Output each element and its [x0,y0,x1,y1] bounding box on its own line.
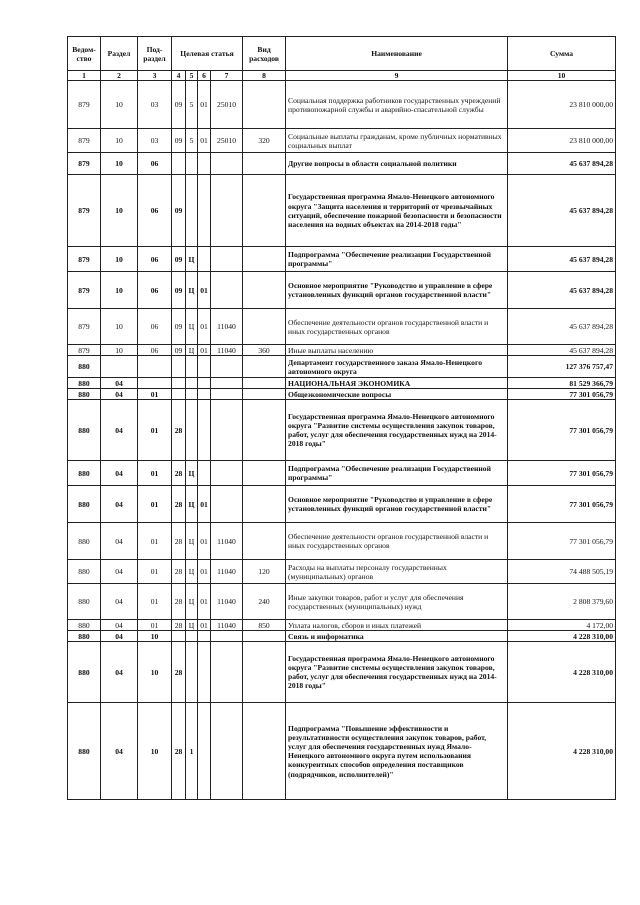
cell-target-4: 11040 [211,560,243,584]
cell-target-4 [211,389,243,400]
cell-dept: 880 [68,631,101,642]
cell-subsection: 01 [138,389,172,400]
table-row [68,356,616,378]
cell-dept: 879 [68,309,101,345]
cell-sum: 23 810 000,00 [508,129,616,153]
cell-target-3: 01 [198,620,211,631]
cell-target-1 [172,356,186,378]
cell-name: Государственная программа Ямало-Ненецкого автономного округа "Развитие системы осуществления закупок товаров, работ, услуг для обеспечения государственных нужд на 2014-2018 годы" [286,400,508,461]
cell-subsection: 03 [138,81,172,129]
cell-target-1 [172,631,186,642]
cell-sum: 4 228 310,00 [508,703,616,800]
cell-sum: 81 529 366,79 [508,378,616,389]
cell-dept: 880 [68,523,101,560]
cell-subsection [138,378,172,389]
cell-type [243,631,286,642]
cell-section: 04 [101,389,138,400]
table-row [68,560,616,584]
cell-subsection: 10 [138,631,172,642]
cell-name: Обеспечение деятельности органов государственной власти и иных государственных органов [286,309,508,345]
cell-name: Другие вопросы в области социальной политики [286,153,508,175]
cell-target-3 [198,247,211,272]
table-row [68,378,616,389]
cell-target-3: 01 [198,272,211,309]
cell-sum: 4 228 310,00 [508,631,616,642]
cell-target-1: 09 [172,309,186,345]
col-number: 8 [243,71,286,81]
header-target: Целевая статья [172,37,243,71]
cell-name: НАЦИОНАЛЬНАЯ ЭКОНОМИКА [286,378,508,389]
table-row [68,461,616,486]
cell-dept: 880 [68,584,101,620]
cell-target-4 [211,153,243,175]
header-type: Вид расходов [243,37,286,71]
cell-type [243,378,286,389]
cell-target-4 [211,642,243,703]
cell-target-2: Ц [186,345,198,356]
table-row [68,620,616,631]
cell-sum: 77 301 056,79 [508,389,616,400]
cell-type [243,153,286,175]
cell-type [243,389,286,400]
cell-dept: 880 [68,703,101,800]
header-dept: Ведом-ство [68,37,101,71]
cell-subsection: 06 [138,345,172,356]
cell-name: Социальные выплаты гражданам, кроме публичных нормативных социальных выплат [286,129,508,153]
cell-sum: 4 172,00 [508,620,616,631]
cell-target-4: 11040 [211,345,243,356]
cell-dept: 880 [68,389,101,400]
cell-subsection: 01 [138,486,172,523]
cell-dept: 879 [68,272,101,309]
header-row [68,37,616,71]
cell-target-2 [186,631,198,642]
cell-type [243,356,286,378]
cell-target-4: 25010 [211,81,243,129]
cell-sum: 45 637 894,28 [508,345,616,356]
cell-target-4: 11040 [211,620,243,631]
cell-sum: 45 637 894,28 [508,175,616,247]
cell-target-2: Ц [186,486,198,523]
cell-target-2: Ц [186,309,198,345]
cell-sum: 45 637 894,28 [508,247,616,272]
cell-dept: 879 [68,81,101,129]
cell-target-3: 01 [198,523,211,560]
cell-target-4: 25010 [211,129,243,153]
cell-target-1: 09 [172,81,186,129]
cell-target-3 [198,703,211,800]
cell-section: 10 [101,81,138,129]
budget-table [67,36,616,800]
cell-name: Подпрограмма "Повышение эффективности и результативности осуществления закупок товаров, работ, услуг для обеспечения государственных нужд Ямало-Ненецкого автономного округа путем использования конкурентных способов определения поставщиков (подрядчиков, исполнителей)" [286,703,508,800]
cell-section: 04 [101,560,138,584]
cell-section: 10 [101,153,138,175]
col-number: 3 [138,71,172,81]
cell-target-4 [211,400,243,461]
table-row [68,703,616,800]
cell-target-2: Ц [186,461,198,486]
cell-target-4 [211,378,243,389]
cell-target-1: 28 [172,642,186,703]
cell-dept: 879 [68,175,101,247]
cell-target-4 [211,272,243,309]
cell-target-2 [186,175,198,247]
cell-section: 04 [101,584,138,620]
cell-target-2 [186,389,198,400]
cell-target-4: 11040 [211,309,243,345]
col-number: 7 [211,71,243,81]
cell-target-3: 01 [198,486,211,523]
cell-target-3 [198,378,211,389]
cell-target-1: 09 [172,129,186,153]
cell-type: 320 [243,129,286,153]
cell-name: Общеэкономические вопросы [286,389,508,400]
cell-type [243,309,286,345]
cell-sum: 45 637 894,28 [508,272,616,309]
cell-section: 04 [101,523,138,560]
cell-section [101,356,138,378]
cell-type [243,486,286,523]
cell-target-1: 28 [172,584,186,620]
cell-subsection [138,356,172,378]
cell-section: 10 [101,345,138,356]
table-row [68,400,616,461]
cell-target-2: 1 [186,703,198,800]
cell-subsection: 01 [138,560,172,584]
cell-target-2: Ц [186,620,198,631]
table-body [68,81,616,800]
cell-subsection: 01 [138,461,172,486]
cell-dept: 880 [68,400,101,461]
cell-target-3: 01 [198,560,211,584]
column-number-row [68,71,616,81]
cell-target-3: 01 [198,584,211,620]
cell-type: 120 [243,560,286,584]
cell-dept: 880 [68,486,101,523]
cell-name: Основное мероприятие "Руководство и управление в сфере установленных функций органов государственной власти" [286,272,508,309]
cell-target-2 [186,642,198,703]
cell-target-3: 01 [198,345,211,356]
cell-sum: 127 376 757,47 [508,356,616,378]
cell-target-2 [186,400,198,461]
cell-target-2: Ц [186,247,198,272]
cell-sum: 45 637 894,28 [508,309,616,345]
cell-target-2 [186,378,198,389]
cell-target-1: 28 [172,400,186,461]
cell-dept: 880 [68,378,101,389]
cell-type: 360 [243,345,286,356]
cell-name: Социальная поддержка работников государственных учреждений противопожарной службы и аварийно-спасательной службы [286,81,508,129]
cell-dept: 879 [68,247,101,272]
cell-target-3: 01 [198,129,211,153]
cell-name: Подпрограмма "Обеспечение реализации Государственной программы" [286,247,508,272]
cell-subsection: 01 [138,400,172,461]
cell-target-2 [186,153,198,175]
cell-target-4: 11040 [211,584,243,620]
cell-dept: 880 [68,356,101,378]
cell-target-4 [211,247,243,272]
header-name: Наименование [286,37,508,71]
cell-subsection: 06 [138,309,172,345]
cell-section: 04 [101,703,138,800]
cell-target-1: 28 [172,703,186,800]
cell-type [243,642,286,703]
cell-name: Расходы на выплаты персоналу государственных (муниципальных) органов [286,560,508,584]
cell-name: Подпрограмма "Обеспечение реализации Государственной программы" [286,461,508,486]
cell-dept: 880 [68,642,101,703]
header-subsection: Под-раздел [138,37,172,71]
budget-table-sheet [67,36,615,800]
cell-section: 10 [101,175,138,247]
cell-dept: 880 [68,620,101,631]
table-row [68,389,616,400]
cell-type [243,272,286,309]
cell-name: Иные закупки товаров, работ и услуг для обеспечения государственных (муниципальных) нужд [286,584,508,620]
cell-name: Государственная программа Ямало-Ненецкого автономного округа "Развитие системы осуществления закупок товаров, работ, услуг для обеспечения государственных нужд на 2014-2018 годы" [286,642,508,703]
cell-dept: 879 [68,153,101,175]
cell-section: 04 [101,642,138,703]
col-number: 4 [172,71,186,81]
cell-target-4 [211,703,243,800]
cell-target-1 [172,378,186,389]
cell-sum: 77 301 056,79 [508,400,616,461]
table-row [68,486,616,523]
cell-section: 04 [101,631,138,642]
table-row [68,631,616,642]
cell-type: 240 [243,584,286,620]
cell-name: Департамент государственного заказа Ямало-Ненецкого автономного округа [286,356,508,378]
cell-sum: 74 488 505,19 [508,560,616,584]
cell-target-1: 28 [172,523,186,560]
cell-type [243,523,286,560]
header-section: Раздел [101,37,138,71]
cell-target-1: 09 [172,345,186,356]
table-row [68,584,616,620]
cell-target-3 [198,175,211,247]
cell-sum: 77 301 056,79 [508,486,616,523]
cell-type [243,247,286,272]
cell-section: 04 [101,486,138,523]
table-row [68,309,616,345]
cell-target-3 [198,642,211,703]
cell-subsection: 01 [138,523,172,560]
cell-sum: 77 301 056,79 [508,461,616,486]
col-number: 6 [198,71,211,81]
table-row [68,81,616,129]
cell-subsection: 06 [138,272,172,309]
cell-target-1: 09 [172,247,186,272]
col-number: 10 [508,71,616,81]
cell-target-1 [172,389,186,400]
table-row [68,345,616,356]
header-sum: Сумма [508,37,616,71]
cell-target-2: Ц [186,523,198,560]
cell-target-3 [198,461,211,486]
cell-section: 04 [101,461,138,486]
cell-target-1: 28 [172,620,186,631]
cell-name: Уплата налогов, сборов и иных платежей [286,620,508,631]
cell-section: 10 [101,272,138,309]
table-row [68,153,616,175]
cell-target-2: Ц [186,560,198,584]
cell-dept: 879 [68,345,101,356]
cell-target-3 [198,400,211,461]
cell-name: Связь и информатика [286,631,508,642]
cell-target-2: Ц [186,272,198,309]
cell-type [243,81,286,129]
cell-subsection: 06 [138,175,172,247]
cell-section: 10 [101,309,138,345]
cell-sum: 4 228 310,00 [508,642,616,703]
cell-target-3 [198,356,211,378]
cell-subsection: 01 [138,584,172,620]
col-number: 5 [186,71,198,81]
cell-target-1: 09 [172,175,186,247]
col-number: 2 [101,71,138,81]
cell-target-2: 5 [186,81,198,129]
cell-target-3 [198,631,211,642]
cell-target-4 [211,356,243,378]
cell-subsection: 10 [138,703,172,800]
cell-name: Государственная программа Ямало-Ненецкого автономного округа "Защита населения и территорий от чрезвычайных ситуаций, обеспечение пожарной безопасности и безопасности населения на водных объектах на 2014-2018 годы" [286,175,508,247]
cell-target-1: 28 [172,486,186,523]
cell-subsection: 10 [138,642,172,703]
cell-target-4: 11040 [211,523,243,560]
cell-target-1: 09 [172,272,186,309]
cell-dept: 880 [68,560,101,584]
cell-name: Основное мероприятие "Руководство и управление в сфере установленных функций органов государственной власти" [286,486,508,523]
cell-sum: 2 808 379,60 [508,584,616,620]
cell-subsection: 06 [138,247,172,272]
table-row [68,523,616,560]
cell-target-4 [211,461,243,486]
table-row [68,272,616,309]
cell-target-2: 5 [186,129,198,153]
cell-section: 04 [101,400,138,461]
cell-subsection: 01 [138,620,172,631]
cell-target-4 [211,175,243,247]
cell-type [243,461,286,486]
cell-dept: 879 [68,129,101,153]
col-number: 9 [286,71,508,81]
cell-type [243,703,286,800]
cell-type: 850 [243,620,286,631]
cell-dept: 880 [68,461,101,486]
cell-target-2: Ц [186,584,198,620]
cell-section: 10 [101,129,138,153]
table-row [68,247,616,272]
cell-subsection: 03 [138,129,172,153]
table-row [68,129,616,153]
cell-sum: 45 637 894,28 [508,153,616,175]
cell-sum: 77 301 056,79 [508,523,616,560]
cell-section: 04 [101,378,138,389]
cell-target-3: 01 [198,81,211,129]
cell-target-1 [172,153,186,175]
cell-name: Обеспечение деятельности органов государственной власти и иных государственных органов [286,523,508,560]
col-number: 1 [68,71,101,81]
cell-section: 10 [101,247,138,272]
table-row [68,642,616,703]
cell-type [243,400,286,461]
cell-target-3 [198,389,211,400]
cell-name: Иные выплаты населению [286,345,508,356]
cell-section: 04 [101,620,138,631]
cell-subsection: 06 [138,153,172,175]
cell-sum: 23 810 000,00 [508,81,616,129]
cell-type [243,175,286,247]
cell-target-2 [186,356,198,378]
table-row [68,175,616,247]
cell-target-4 [211,486,243,523]
cell-target-1: 28 [172,560,186,584]
cell-target-4 [211,631,243,642]
cell-target-3 [198,153,211,175]
cell-target-3: 01 [198,309,211,345]
cell-target-1: 28 [172,461,186,486]
